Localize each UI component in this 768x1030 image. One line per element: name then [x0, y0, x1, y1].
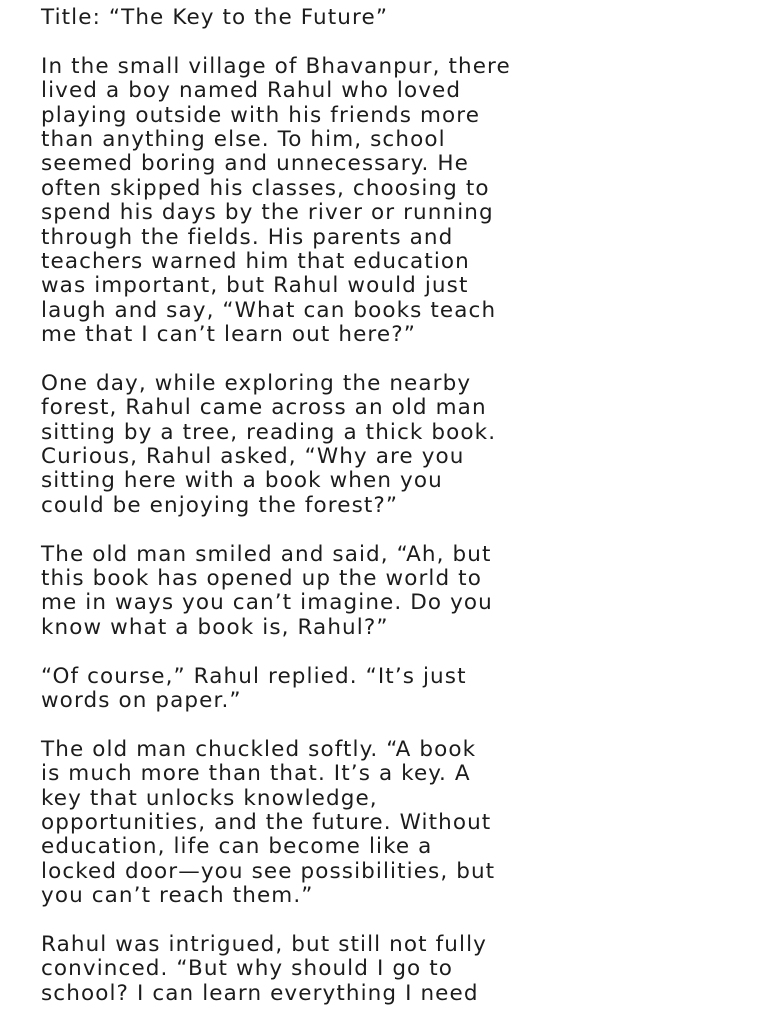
text-line: was important, but Rahul would just [41, 273, 469, 299]
paragraph [41, 55, 741, 348]
text-line: Rahul was intrigued, but still not fully [41, 931, 487, 957]
text-line: One day, while exploring the nearby [41, 370, 472, 396]
story-body [41, 55, 741, 1006]
text-line: school? I can learn everything I need [41, 980, 479, 1006]
text-line: me that I can’t learn out here?” [41, 322, 416, 348]
text-line: key that unlocks knowledge, [41, 785, 378, 811]
text-line: teachers warned him that education [41, 248, 470, 274]
text-line: locked door—you see possibilities, but [41, 858, 496, 884]
document-page [41, 6, 741, 1030]
text-line: through the fields. His parents and [41, 224, 454, 250]
story-title [41, 6, 741, 30]
text-line: spend his days by the river or running [41, 200, 494, 226]
text-line: seemed boring and unnecessary. He [41, 151, 469, 177]
text-line: education, life can become like a [41, 834, 433, 860]
text-line: you can’t reach them.” [41, 883, 314, 909]
text-line: playing outside with his friends more [41, 102, 481, 128]
text-line: this book has opened up the world to [41, 565, 482, 591]
text-line: is much more than that. It’s a key. A [41, 761, 471, 787]
text-line: In the small village of Bhavanpur, there [41, 53, 511, 79]
paragraph [41, 372, 741, 518]
title-line: Title: “The Key to the Future” [41, 5, 389, 30]
text-line: words on paper.” [41, 687, 242, 713]
text-line: sitting by a tree, reading a thick book. [41, 419, 497, 445]
paragraph [41, 738, 741, 909]
text-line: opportunities, and the future. Without [41, 809, 492, 835]
text-line: lived a boy named Rahul who loved [41, 78, 462, 104]
paragraph [41, 933, 741, 1006]
text-line: The old man smiled and said, “Ah, but [41, 541, 492, 567]
paragraph [41, 665, 741, 714]
text-line: often skipped his classes, choosing to [41, 175, 490, 201]
text-line: Curious, Rahul asked, “Why are you [41, 444, 465, 470]
text-line: know what a book is, Rahul?” [41, 614, 389, 640]
text-line: laugh and say, “What can books teach [41, 297, 497, 323]
text-line: forest, Rahul came across an old man [41, 395, 487, 421]
text-line: convinced. “But why should I go to [41, 956, 454, 982]
text-line: me in ways you can’t imagine. Do you [41, 590, 493, 616]
paragraph [41, 543, 741, 641]
text-line: than anything else. To him, school [41, 126, 446, 152]
text-line: “Of course,” Rahul replied. “It’s just [41, 663, 467, 689]
text-line: The old man chuckled softly. “A book [41, 736, 477, 762]
text-line: could be enjoying the forest?” [41, 492, 399, 518]
text-line: sitting here with a book when you [41, 468, 443, 494]
